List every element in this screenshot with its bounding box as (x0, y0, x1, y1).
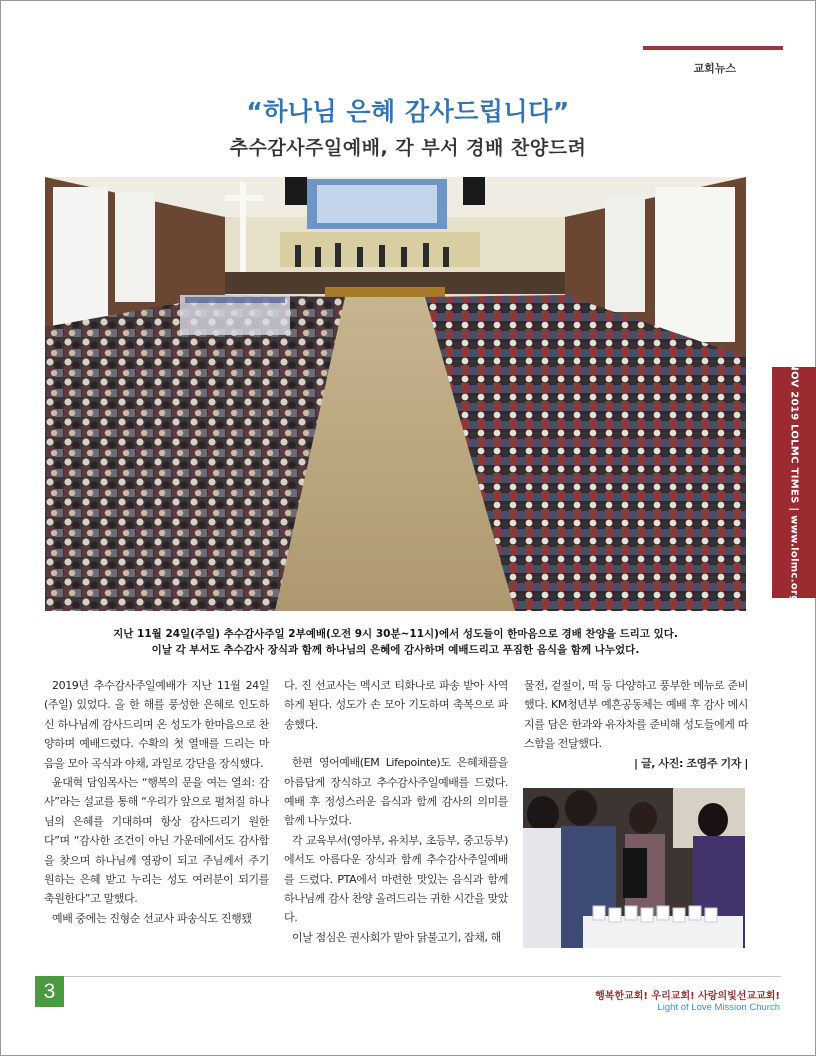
food-serving-illustration (523, 788, 745, 948)
section-accent-bar (643, 46, 783, 50)
worship-hall-illustration (45, 177, 746, 611)
article-column-2 (284, 676, 508, 947)
issue-side-tab (772, 362, 816, 603)
article-subheadline: 추수감사주일예배, 각 부서 경배 찬양드려 (229, 137, 587, 159)
food-serving-photo (523, 788, 745, 948)
caption-line-1: 지난 11월 24일(주일) 추수감사주일 2부예배(오전 9시 30분~11시)에서 성도들이 한마음으로 경배 찬양을 드리고 있다. (113, 628, 678, 640)
byline-credit: | 글, 사진: 조영주 기자 | (634, 756, 748, 770)
article-column-3 (524, 676, 748, 773)
footer-divider (35, 976, 781, 977)
page-number: 3 (35, 976, 64, 1007)
paragraph: 물전, 겉절이, 떡 등 다양하고 풍부한 메뉴로 준비했다. KM청년부 예흔공동체는 예배 후 감사 메시지를 담은 한과와 유자차를 준비해 성도들에게 따스함을 전달했다. (524, 679, 748, 751)
paragraph: 윤대혁 담임목사는 “행복의 문을 여는 열쇠: 감사”라는 설교를 통해 “우리가 앞으로 펼쳐질 하나님의 은혜를 기대하며 항상 감사드리기 원한다”며 “감사한 조건이 아닌 가운데에서도 감사함을 찾으며 하나님께 영광이 되고 주님께서 주기 원하는 은혜 받고 누리는 성도 여러분이 되기를 축원한다”고 말했다. (44, 776, 269, 906)
footer-church-name: Light of Love Mission Church (657, 1002, 780, 1013)
paragraph: 2019년 추수감사주일예배가 지난 11월 24일(주일) 있었다. 올 한 해를 풍성한 은혜로 인도하신 하나님께 감사드리며 온 성도가 한마음으로 찬양하며 예배드렸다. 수확의 첫 열매를 드리는 마음을 모아 곡식과 야채, 과일로 강단을 장식했다. (44, 679, 269, 770)
article-headline: “하나님 은혜 감사드립니다” (246, 97, 570, 126)
paragraph: 한편 영어예배(EM Lifepointe)도 은혜채플을 아름답게 장식하고 추수감사주일예배를 드렸다. 예배 후 정성스러운 음식과 함께 감사의 의미를 함께 나누었다. (284, 756, 508, 828)
footer-slogan: 행복한교회! 우리교회! 사랑의빛선교교회! (595, 991, 780, 1002)
paragraph: 이날 점심은 권사회가 맡아 닭불고기, 잡채, 해 (292, 930, 501, 944)
side-tab-text: NOV 2019 LOLMC TIMES | www.lolmc.org (788, 362, 800, 603)
caption-line-2: 이날 각 부서도 추수감사 장식과 함께 하나님의 은혜에 감사하며 예배드리고 푸짐한 음식을 함께 나누었다. (151, 644, 640, 656)
paragraph: 각 교육부서(영아부, 유치부, 초등부, 중고등부)에서도 아름다운 장식과 함께 추수감사주일예배를 드렸다. PTA에서 마련한 맛있는 음식과 함께 하나님께 감사 찬양 올려드리는 귀한 시간을 맞았다. (284, 833, 508, 925)
article-column-1 (44, 676, 269, 928)
section-label: 교회뉴스 (693, 62, 736, 75)
worship-service-photo (45, 177, 746, 611)
paragraph: 다. 진 선교사는 멕시코 티화나로 파송 받아 사역하게 된다. 성도가 손 모아 기도하며 축복으로 파송했다. (284, 679, 508, 731)
photo-caption (45, 626, 746, 658)
paragraph: 예배 중에는 진형순 선교사 파송식도 진행됐 (52, 911, 252, 925)
